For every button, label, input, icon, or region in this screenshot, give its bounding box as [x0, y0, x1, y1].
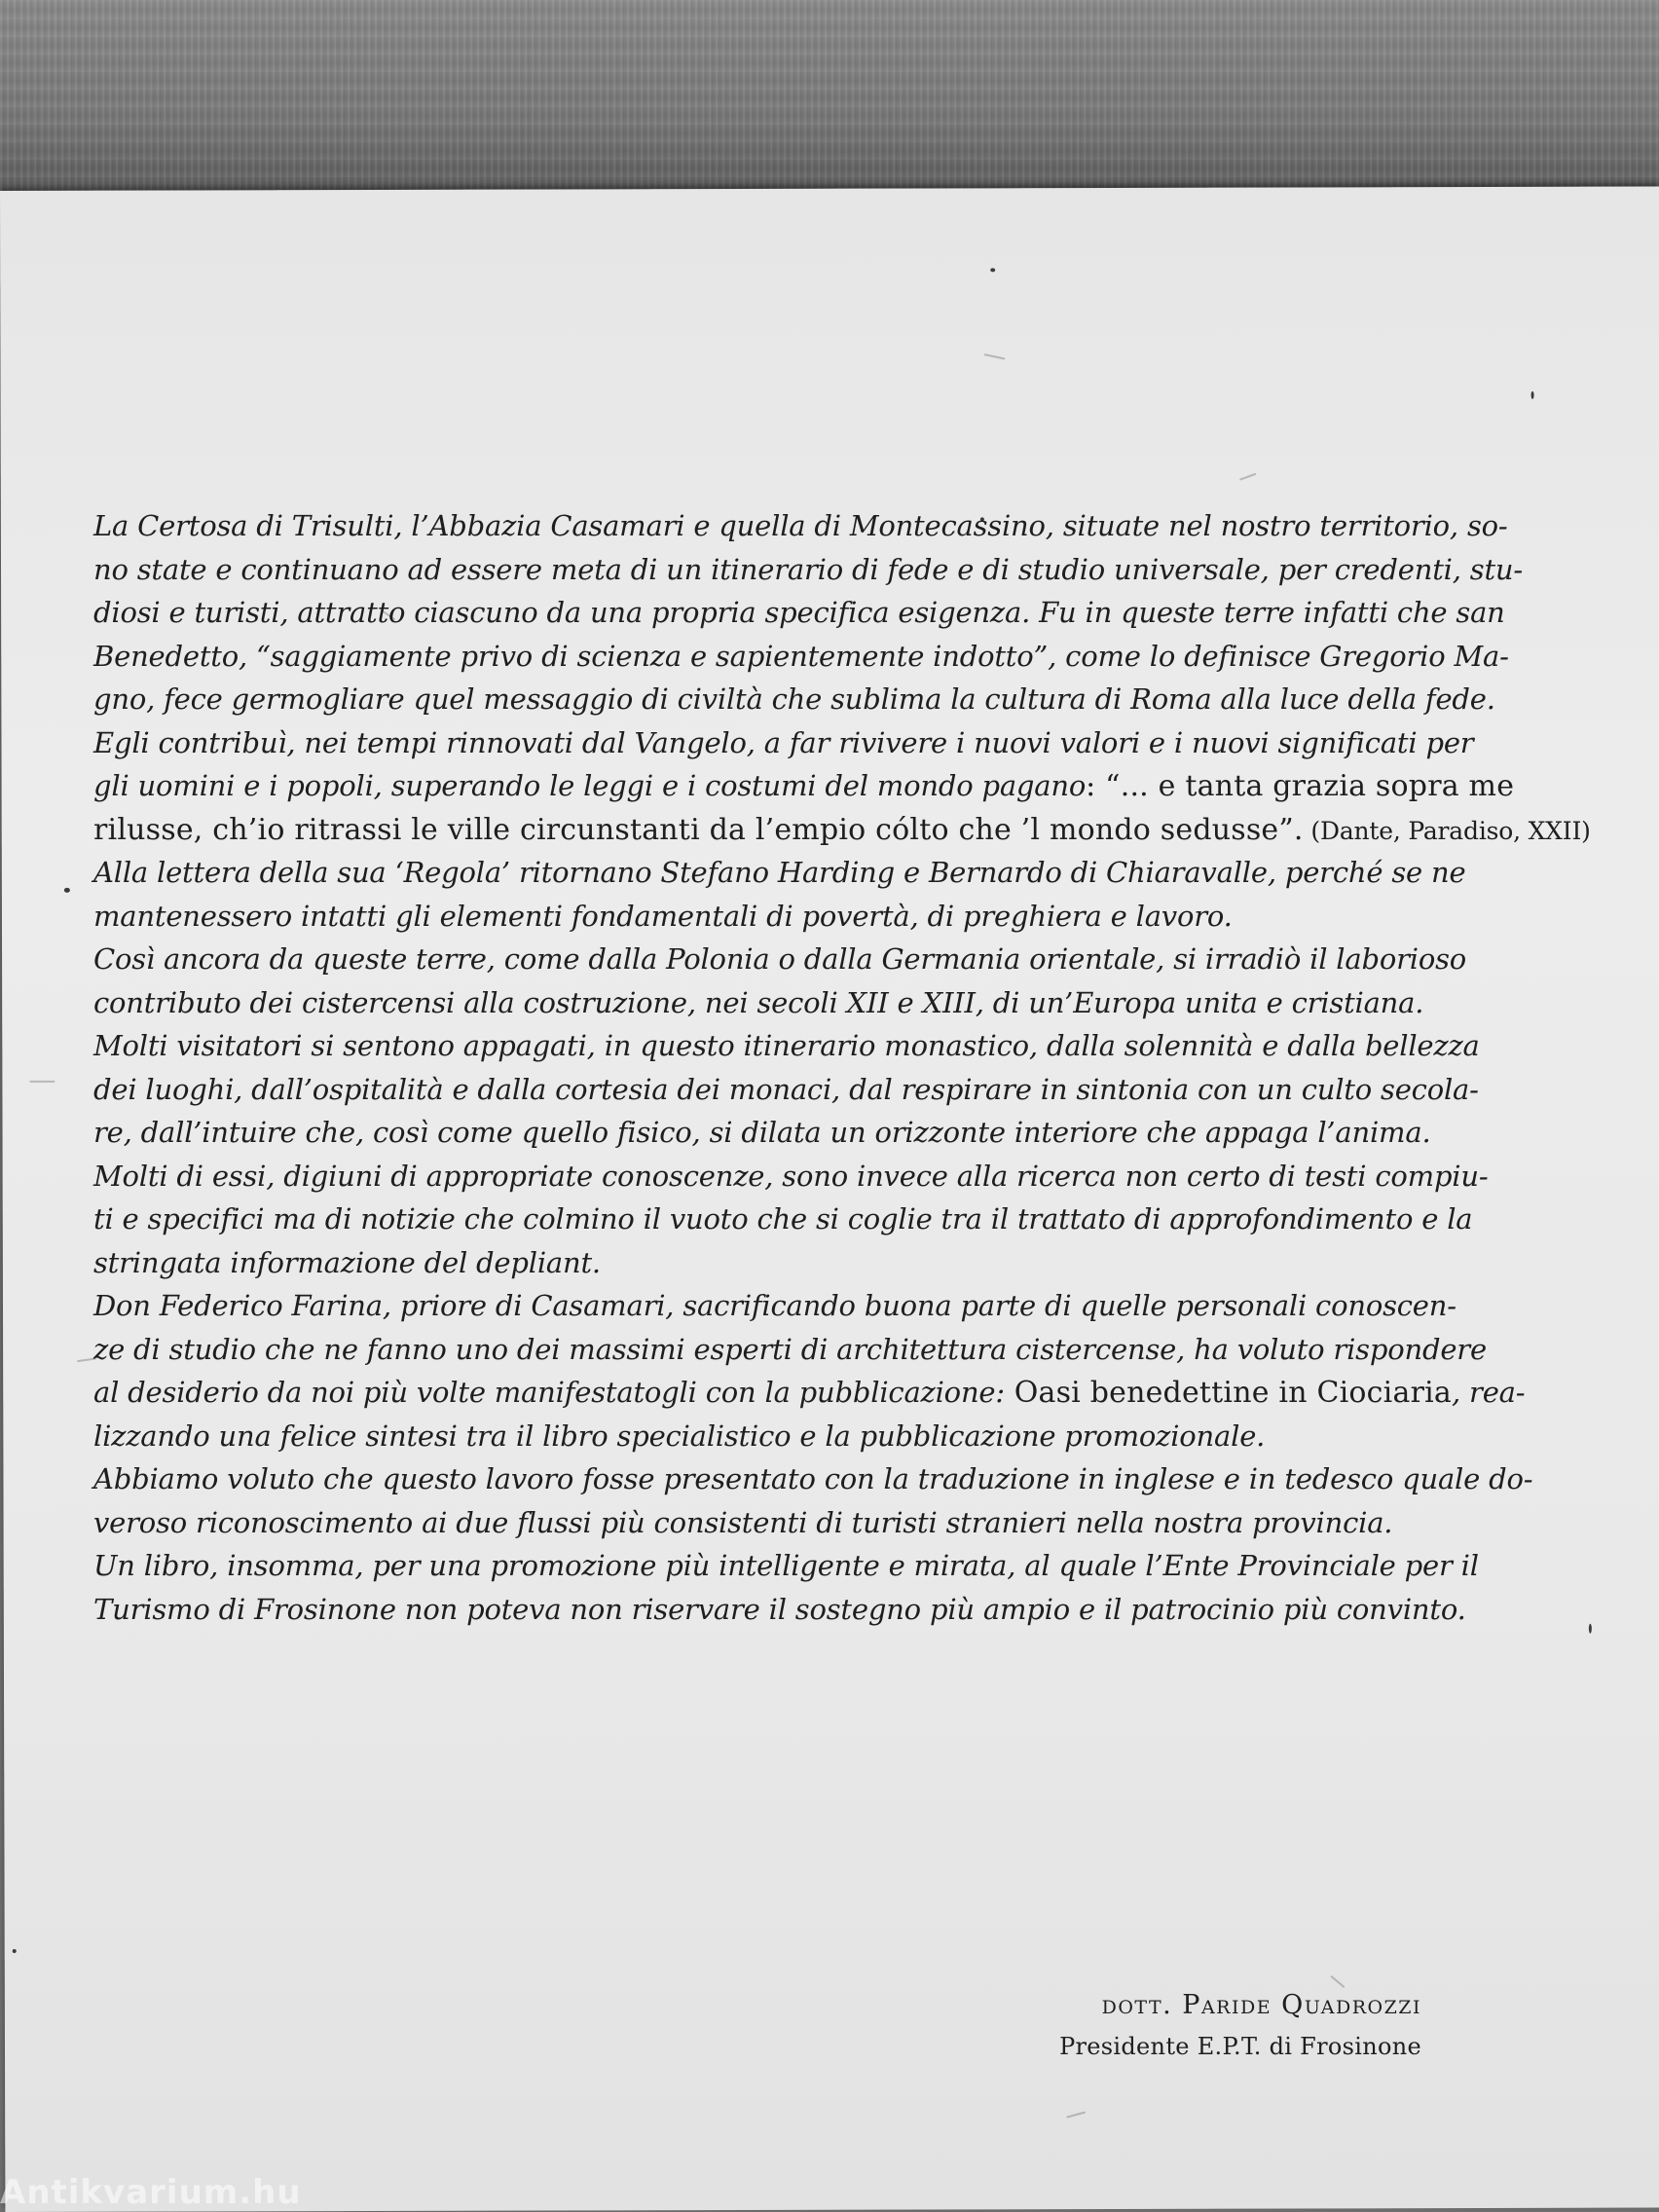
text-line: lizzando una felice sintesi tra il libro specialistico e la pubblicazione promozionale.	[93, 1419, 1266, 1453]
dante-quote: rilusse, ch’io ritrassi le ville circunstanti da l’empio cólto che ’l mondo sedusse”.	[93, 812, 1304, 847]
citation: (Dante, Paradiso, XXII)	[1303, 816, 1591, 845]
paper-speck	[13, 1949, 17, 1953]
signatory-name: dott. Paride Quadrozzi	[1101, 1990, 1421, 2020]
signatory-role: Presidente E.P.T. di Frosinone	[1059, 2033, 1421, 2060]
dante-quote: : “... e tanta grazia sopra me	[1086, 769, 1515, 803]
paper-fiber	[983, 353, 1005, 359]
text-line: stringata informazione del depliant.	[93, 1245, 601, 1279]
text-run: gli uomini e i popoli, superando le leggi e i costumi del mondo pagano	[93, 769, 1087, 802]
book-title: Oasi benedettine in Ciociaria	[1004, 1376, 1452, 1410]
watermark: Antikvarium.hu	[0, 2173, 302, 2212]
text-line: Don Federico Farina, priore di Casamari, sacrificando buona parte di quelle personali conoscen-	[93, 1289, 1456, 1322]
paper-speck	[1531, 391, 1534, 399]
text-line: Un libro, insomma, per una promozione più intelligente e mirata, al quale l’Ente Provinciale per il	[93, 1549, 1479, 1582]
paper-fiber	[1239, 473, 1257, 481]
text-run: al desiderio da noi più volte manifestatogli con la pubblicazione:	[93, 1376, 1005, 1409]
text-line: Molti visitatori si sentono appagati, in questo itinerario monastico, dalla solennità e dalla bellezza	[93, 1029, 1480, 1062]
paper-fiber	[1066, 2112, 1086, 2119]
text-line: Egli contribuì, nei tempi rinnovati dal Vangelo, a far rivivere i nuovi valori e i nuovi significati per	[93, 725, 1474, 759]
text-run: , rea-	[1452, 1376, 1526, 1409]
text-line: dei luoghi, dall’ospitalità e dalla cortesia dei monaci, dal respirare in sintonia con un culto secola-	[93, 1072, 1479, 1106]
paper-fiber	[29, 1081, 55, 1083]
preface-text	[93, 504, 1591, 1631]
text-line	[93, 764, 1554, 808]
text-line: veroso riconoscimento ai due flussi più consistenti di turisti stranieri nella nostra provincia.	[93, 1505, 1393, 1539]
text-line: mantenessero intatti gli elementi fondamentali di povertà, di preghiera e lavoro.	[93, 899, 1233, 933]
paper-speck	[1589, 1624, 1592, 1634]
table-surface	[0, 0, 1659, 195]
text-line: re, dall’intuire che, così come quello fisico, si dilata un orizzonte interiore che appaga l’anima.	[93, 1116, 1431, 1149]
text-line: contributo dei cistercensi alla costruzione, nei secoli XII e XIII, di un’Europa unita e cristiana.	[93, 985, 1424, 1019]
text-line: no state e continuano ad essere meta di un itinerario di fede e di studio universale, per credenti, stu-	[93, 552, 1523, 586]
text-line: Abbiamo voluto che questo lavoro fosse presentato con la traduzione in inglese e in tedesco quale do-	[93, 1462, 1533, 1495]
paper-speck	[64, 888, 70, 893]
signature-block	[974, 1984, 1421, 2066]
text-line: diosi e turisti, attratto ciascuno da una propria specifica esigenza. Fu in queste terre infatti che san	[93, 596, 1505, 629]
text-line: Così ancora da queste terre, come dalla Polonia o dalla Germania orientale, si irradiò il laborioso	[93, 942, 1467, 976]
text-line: ti e specifici ma di notizie che colmino il vuoto che si coglie tra il trattato di approfondimento e la	[93, 1202, 1473, 1235]
text-line: Molti di essi, digiuni di appropriate conoscenze, sono invece alla ricerca non certo di testi compiu-	[93, 1159, 1489, 1193]
text-line: Turismo di Frosinone non poteva non riservare il sostegno più ampio e il patrocinio più convinto.	[93, 1592, 1466, 1626]
text-line: ze di studio che ne fanno uno dei massimi esperti di architettura cistercense, ha voluto rispondere	[93, 1332, 1487, 1366]
text-line: gno, fece germogliare quel messaggio di civiltà che sublima la cultura di Roma alla luce della fede.	[93, 682, 1495, 716]
paper-speck	[990, 268, 995, 272]
text-line	[93, 1371, 1554, 1415]
text-line: Benedetto, “saggiamente privo di scienza e sapientemente indotto”, come lo definisce Gregorio Ma-	[93, 639, 1509, 673]
text-line	[93, 808, 1591, 852]
text-line: La Certosa di Trisulti, l’Abbazia Casamari e quella di Montecassino, situate nel nostro territorio, so-	[93, 509, 1508, 542]
text-line: Alla lettera della sua ‘Regola’ ritornano Stefano Harding e Bernardo di Chiaravalle, perché se ne	[93, 856, 1466, 889]
